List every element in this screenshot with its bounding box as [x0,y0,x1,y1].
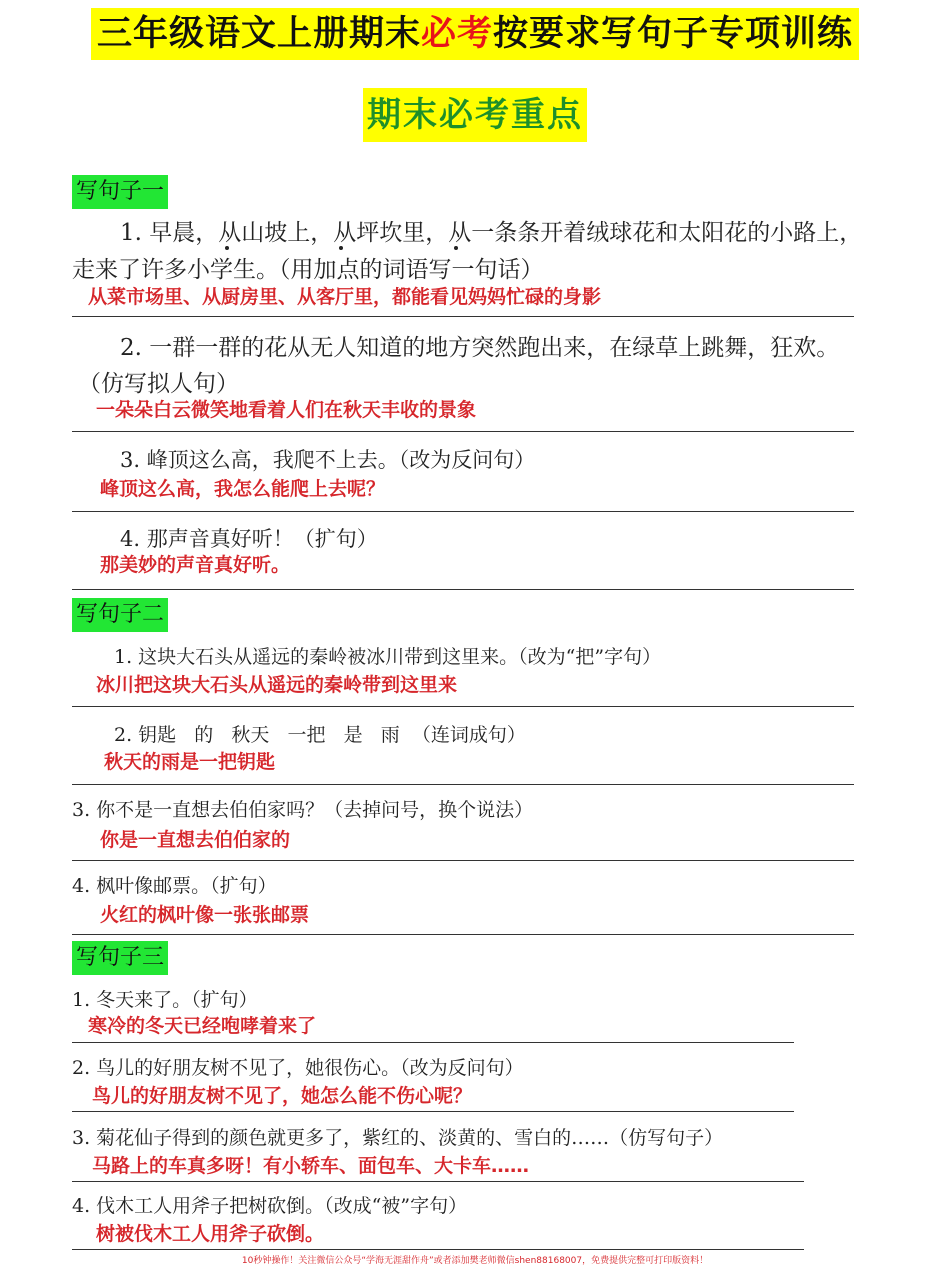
divider [72,1111,794,1112]
divider [72,860,854,861]
divider [72,784,854,785]
question-text: 2. 鸟儿的好朋友树不见了，她很伤心。（改为反问句） [72,1057,524,1079]
title-highlight: 必考 [420,14,493,54]
answer-text: 从菜市场里、从厨房里、从客厅里，都能看见妈妈忙碌的身影 [88,286,602,308]
divider [72,431,854,432]
divider [72,706,854,707]
answer-text: 秋天的雨是一把钥匙 [104,751,276,773]
question-text: 3. 峰顶这么高，我爬不上去。（改为反问句） [120,448,536,472]
question-text: 1. 早晨，从山坡上，从坪坎里，从一条条开着绒球花和太阳花的小路上， [120,220,863,246]
divider [72,1042,794,1043]
question-text: 4. 枫叶像邮票。（扩句） [72,875,277,897]
section-label: 写句子二 [72,598,168,632]
subtitle-bar [0,88,950,142]
question-text: 1. 这块大石头从遥远的秦岭被冰川带到这里来。（改为“把”字句） [114,646,662,668]
answer-text: 冰川把这块大石头从遥远的秦岭带到这里来 [96,674,458,696]
page-title [91,8,859,60]
question-text: 4. 伐木工人用斧子把树砍倒。（改成“被”字句） [72,1195,468,1217]
answer-text: 马路上的车真多呀！有小轿车、面包车、大卡车…… [92,1155,530,1177]
question-text: 2. 钥匙 的 秋天 一把 是 雨 （连词成句） [114,724,526,746]
answer-text: 火红的枫叶像一张张邮票 [100,904,310,926]
section-label: 写句子一 [72,175,168,209]
question-text: 1. 冬天来了。（扩句） [72,989,258,1011]
question-text: 3. 你不是一直想去伯伯家吗？（去掉问号，换个说法） [72,799,534,821]
divider [72,1181,804,1182]
divider [72,511,854,512]
answer-text: 寒冷的冬天已经咆哮着来了 [88,1015,317,1037]
answer-text: 鸟儿的好朋友树不见了，她怎么能不伤心呢？ [92,1085,473,1107]
question-text: 3. 菊花仙子得到的颜色就更多了，紫红的、淡黄的、雪白的……（仿写句子） [72,1127,724,1149]
divider [72,1249,804,1250]
question-text: 走来了许多小学生。（用加点的词语写一句话） [72,257,544,283]
divider [72,934,854,935]
question-text: 4. 那声音真好听！（扩句） [120,527,378,551]
title-part-2: 按要求写句子专项训练 [493,14,854,54]
question-text: （仿写拟人句） [78,371,239,397]
answer-text: 你是一直想去伯伯家的 [100,829,291,851]
divider [72,316,854,317]
title-part-1: 三年级语文上册期末 [96,14,421,54]
title-bar [0,8,950,60]
answer-text: 一朵朵白云微笑地看着人们在秋天丰收的景象 [96,399,477,421]
page-subtitle: 期末必考重点 [363,88,587,142]
question-text: 2. 一群一群的花从无人知道的地方突然跑出来，在绿草上跳舞，狂欢。 [120,335,840,361]
divider [72,589,854,590]
answer-text: 树被伐木工人用斧子砍倒。 [96,1223,325,1245]
answer-text: 峰顶这么高，我怎么能爬上去呢？ [100,478,386,500]
answer-text: 那美妙的声音真好听。 [100,554,291,576]
footer-note: 10秒钟操作！关注微信公众号“学海无涯甜作舟”或者添加樊老师微信shen88168007，免费提供完整可打印版资料！ [241,1256,709,1266]
section-label: 写句子三 [72,941,168,975]
